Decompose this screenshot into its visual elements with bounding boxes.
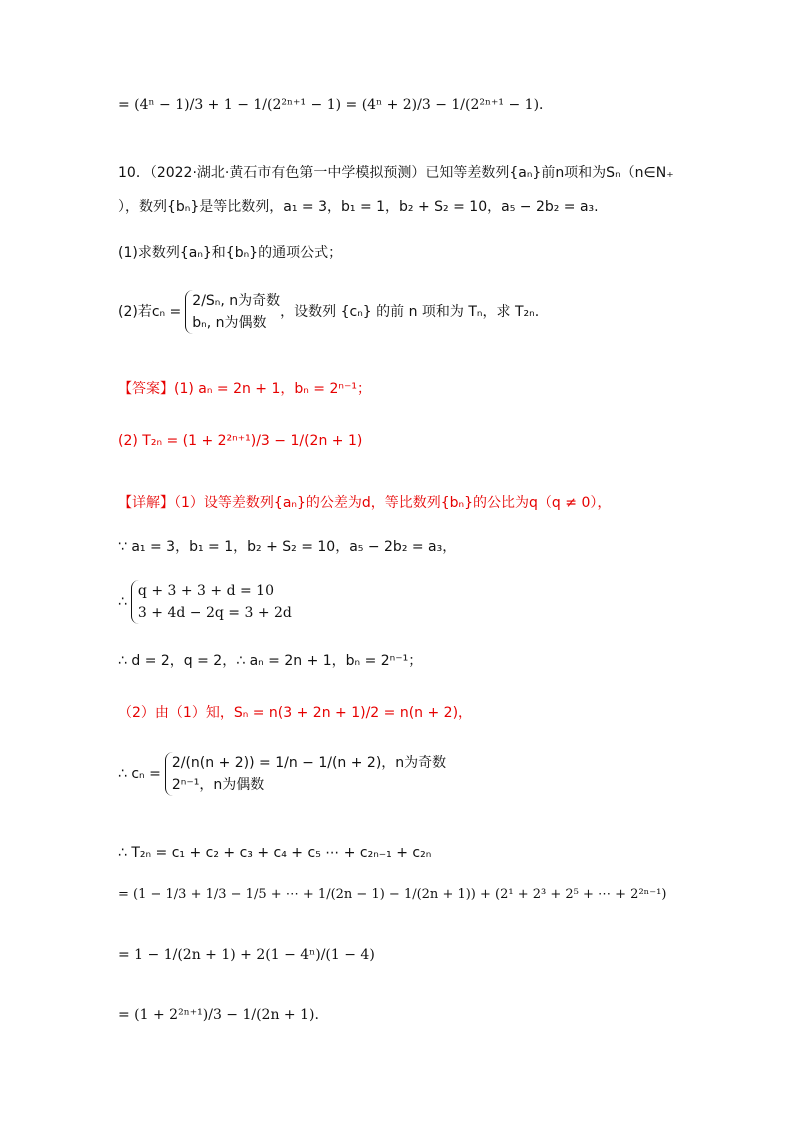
detail-text: = 1 − 1/(2n + 1) + 2(1 − 4ⁿ)/(1 − 4) <box>118 947 375 963</box>
part-2-suffix: ，设数列 {cₙ} 的前 n 项和为 Tₙ，求 T₂ₙ. <box>280 304 540 320</box>
detail-text: ∵ a₁ = 3，b₁ = 1，b₂ + S₂ = 10，a₅ − 2b₂ = a₃， <box>118 539 457 555</box>
detail-text: = (1 + 2²ⁿ⁺¹)/3 − 1/(2n + 1). <box>118 1007 319 1023</box>
part-1-text: (1)求数列{aₙ}和{bₙ}的通项公式； <box>118 245 343 261</box>
part-2-prefix: (2)若cₙ = <box>118 304 182 320</box>
detail-text: ∴ d = 2，q = 2，∴ aₙ = 2n + 1，bₙ = 2ⁿ⁻¹； <box>118 653 423 669</box>
equation-1: q + 3 + 3 + d = 10 <box>137 583 274 599</box>
answer-line-1 <box>118 382 371 396</box>
piecewise-brace-detail <box>165 752 446 796</box>
answer-part-2: (2) T₂ₙ = (1 + 2²ⁿ⁺¹)/3 − 1/(2n + 1) <box>118 433 363 449</box>
question-text: ），数列{bₙ}是等比数列，a₁ = 3，b₁ = 1，b₂ + S₂ = 10，a₅ − 2b₂ = a₃. <box>118 199 599 215</box>
detail-line-6 <box>118 752 446 796</box>
therefore-symbol: ∴ <box>118 594 127 610</box>
equation-2: 3 + 4d − 2q = 3 + 2d <box>137 605 292 621</box>
cn-label: ∴ cₙ = <box>118 766 161 782</box>
piecewise-case-odd: 2/Sₙ, n为奇数 <box>192 293 281 309</box>
detail-line-5 <box>118 706 472 720</box>
question-10-line-b <box>118 200 599 214</box>
formula-line-1 <box>118 98 553 112</box>
detail-line-3 <box>118 580 292 624</box>
detail-text: （2）由（1）知，Sₙ = n(3 + 2n + 1)/2 = n(n + 2)， <box>118 705 473 721</box>
answer-part-1: (1) aₙ = 2n + 1，bₙ = 2ⁿ⁻¹； <box>174 381 371 397</box>
piecewise-brace <box>185 290 280 334</box>
detail-line-1 <box>118 496 611 510</box>
part-2 <box>118 290 539 334</box>
detail-line-7 <box>118 846 431 860</box>
piecewise-detail-odd: 2/(n(n + 2)) = 1/n − 1/(n + 2)，n为奇数 <box>171 755 447 771</box>
answer-line-2 <box>118 434 362 448</box>
piecewise-detail-even: 2ⁿ⁻¹，n为偶数 <box>171 777 265 793</box>
detail-line-2 <box>118 540 456 554</box>
detail-line-4 <box>118 654 422 668</box>
question-10-line-a <box>118 166 674 180</box>
part-1 <box>118 246 342 260</box>
detail-text: = (1 − 1/3 + 1/3 − 1/5 + ⋯ + 1/(2n − 1) − 1/(2n + 1)) + (2¹ + 2³ + 2⁵ + ⋯ + 2²ⁿ⁻¹) <box>118 887 667 902</box>
detail-text: （1）设等差数列{aₙ}的公差为d，等比数列{bₙ}的公比为q（q ≠ 0）， <box>174 495 612 511</box>
detail-line-8 <box>118 888 666 901</box>
detail-line-10 <box>118 1008 319 1022</box>
question-text: 10．（2022·湖北·黄石市有色第一中学模拟预测）已知等差数列{aₙ}前n项和为Sₙ（n∈N₊ <box>118 165 674 181</box>
answer-label: 【答案】 <box>118 381 174 397</box>
detail-line-9 <box>118 948 375 962</box>
detail-text: ∴ T₂ₙ = c₁ + c₂ + c₃ + c₄ + c₅ ⋯ + c₂ₙ₋₁ + c₂ₙ <box>118 845 432 861</box>
system-brace <box>131 580 292 624</box>
detail-label: 【详解】 <box>118 495 174 511</box>
formula-text: = (4ⁿ − 1)/3 + 1 − 1/(2²ⁿ⁺¹ − 1) = (4ⁿ + 2)/3 − 1/(2²ⁿ⁺¹ − 1)． <box>118 97 554 113</box>
piecewise-case-even: bₙ, n为偶数 <box>192 315 267 331</box>
